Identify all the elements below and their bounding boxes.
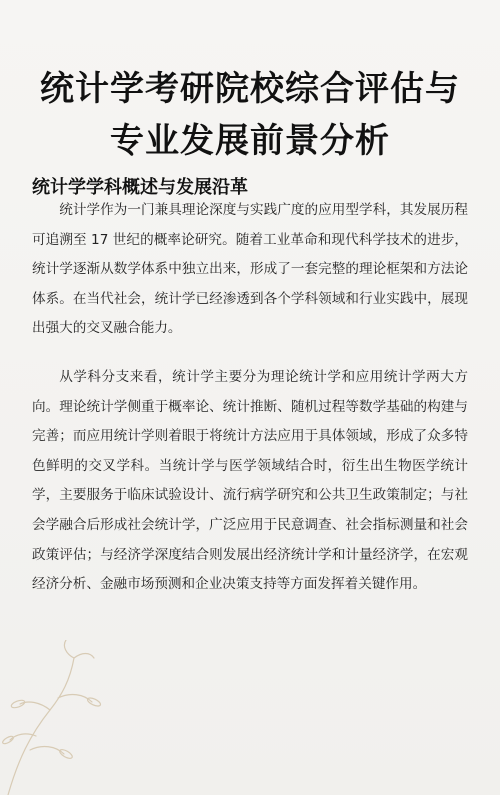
body-text — [32, 196, 468, 619]
paragraph-2: 从学科分支来看，统计学主要分为理论统计学和应用统计学两大方向。理论统计学侧重于概率论、统计推断、随机过程等数学基础的构建与完善；而应用统计学则着眼于将统计方法应用于具体领域，形成了众多特色鲜明的交叉学科。当统计学与医学领域结合时，衍生出生物医学统计学，主要服务于临床试验设计、流行病学研究和公共卫生政策制定；与社会学融合后形成社会统计学，广泛应用于民意调查、社会指标测量和社会政策评估；与经济学深度结合则发展出经济统计学和计量经济学，在宏观经济分析、金融市场预测和企业决策支持等方面发挥着关键作用。 — [32, 368, 468, 593]
paragraph-1: 统计学作为一门兼具理论深度与实践广度的应用型学科，其发展历程可追溯至 17 世纪的概率论研究。随着工业革命和现代科学技术的进步，统计学逐渐从数学体系中独立出来，形成了一套完整的理论框架和方法论体系。在当代社会，统计学已经渗透到各个学科领域和行业实践中，展现出强大的交叉融合能力。 — [32, 202, 468, 337]
section-heading: 统计学学科概述与发展沿革 — [32, 176, 248, 198]
floral-decoration-icon — [0, 640, 120, 795]
document-title: 统计学考研院校综合评估与专业发展前景分析 — [40, 68, 460, 161]
